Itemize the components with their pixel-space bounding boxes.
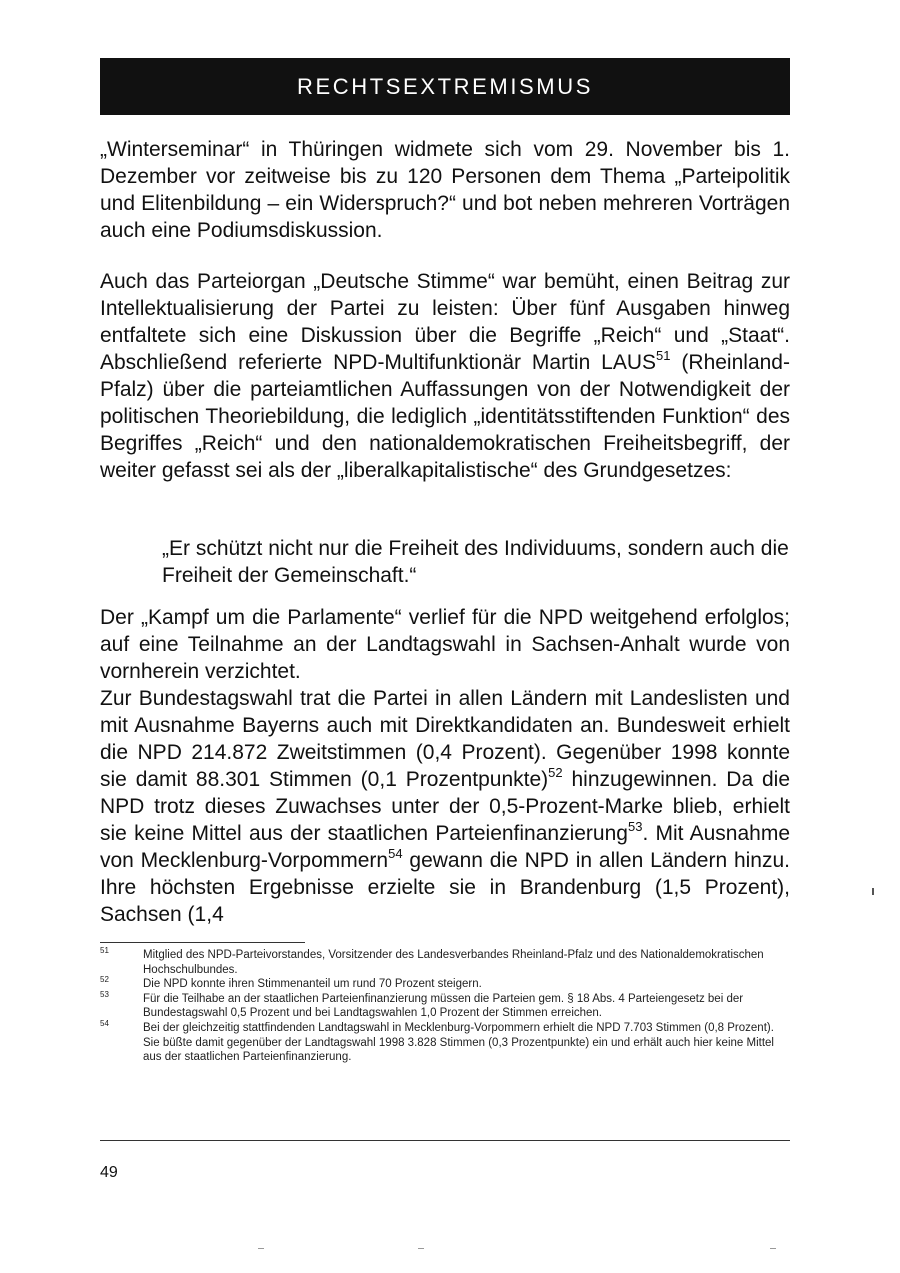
section-header [100,58,790,115]
page-bottom-divider [100,1140,790,1141]
paragraph-text: . Mit Ausnahme von Mecklenburg-Vorpommern [100,822,791,872]
section-title: RECHTSEXTREMISMUS [297,73,593,99]
paragraph-text: hinzugewinnen. Da die NPD trotz dieses Zuwachses unter der 0,5-Prozent-Marke blieb, erhielt sie keine Mittel aus der staatlichen Parteienfinanzierung [100,768,790,845]
paragraph-bundestagswahl [100,685,790,928]
footnote-mark: 51 [100,946,109,955]
paragraph-text: (Rheinland-Pfalz) über die parteiamtlichen Auffassungen von der Notwendigkeit der politischen Theoriebildung, die lediglich „identitätsstiftenden Funktion“ des Begriffes „Reich“ und den nationaldemokratischen Freiheitsbegriff, der weiter gefasst sei als der „liberalkapitalistische“ des Grundgesetzes: [100,351,790,482]
paragraph-text: gewann die NPD in allen Ländern hinzu. Ihre höchsten Ergebnisse erzielte sie in Brandenburg (1,5 Prozent), Sachsen (1,4 [100,849,790,926]
footnote-ref-53[interactable]: 53 [627,819,643,834]
footnote [100,1018,790,1065]
scan-artifact [418,1248,424,1249]
footnote [100,948,790,977]
footnote [100,977,790,992]
paragraph-text: Zur Bundestagswahl trat die Partei in allen Ländern mit Landeslisten und mit Ausnahme Bayerns auch mit Direktkandidaten an. Bundesweit erhielt die NPD 214.872 Zweitstimmen (0,4 Prozent). Gegenüber 1998 konnte sie damit 88.301 Stimmen (0,1 Prozentpunkte) [100,687,790,791]
footnote-ref-51[interactable]: 51 [656,348,671,363]
paragraph-deutsche-stimme [100,268,790,484]
footnote-text: Die NPD konnte ihren Stimmenanteil um rund 70 Prozent steigern. [143,978,482,991]
footnote-text: Für die Teilhabe an der staatlichen Parteienfinanzierung müssen die Parteien gem. § 18 Abs. 4 Parteiengesetz bei der Bundestagswahl 0,5 Prozent und bei Landtagswahlen 1,0 Prozent der Stimmen erreichen. [143,992,744,1020]
block-quote: „Er schützt nicht nur die Freiheit des Individuums, sondern auch die Freiheit der Gemeinschaft.“ [162,537,789,587]
paragraph-winterseminar: „Winterseminar“ in Thüringen widmete sich vom 29. November bis 1. Dezember vor zeitweise bis zu 120 Personen dem Thema „Parteipolitik und Elitenbildung – ein Widerspruch?“ und bot neben mehreren Vorträgen auch eine Podiumsdiskussion. [100,138,790,242]
footnote-text: Mitglied des NPD-Parteivorstandes, Vorsitzender des Landesverbandes Rheinland-Pfalz und des Nationaldemokratischen Hochschulbundes. [143,949,764,976]
footnote-mark: 54 [100,1018,109,1028]
footnotes [100,948,790,1065]
scan-artifact [258,1248,264,1249]
footnote [100,989,790,1021]
footnote-ref-52[interactable]: 52 [548,765,563,780]
footnote-divider [100,942,305,943]
margin-mark [872,888,874,895]
paragraph-text: Auch das Parteiorgan „Deutsche Stimme“ war bemüht, einen Beitrag zur Intellektualisierung der Partei zu leisten: Über fünf Ausgaben hinweg entfaltete sich eine Diskussion über die Begriffe „Reich“ und „Staat“. Abschließend referierte NPD-Multifunktionär Martin LAUS [100,270,790,374]
scan-artifact [770,1248,776,1249]
page-number: 49 [100,1164,118,1181]
footnote-ref-54[interactable]: 54 [388,846,403,861]
paragraph-kampf-um-parlamente: Der „Kampf um die Parlamente“ verlief für die NPD weitgehend erfolglos; auf eine Teilnahme an der Landtagswahl in Sachsen-Anhalt wurde von vornherein verzichtet. [100,606,790,683]
footnote-mark: 52 [100,975,109,985]
footnote-mark: 53 [100,989,109,999]
footnote-text: Bei der gleichzeitig stattfindenden Landtagswahl in Mecklenburg-Vorpommern erhielt die NPD 7.703 Stimmen (0,8 Prozent). Sie büßte damit gegenüber der Landtagswahl 1998 3.828 Stimmen (0,3 Prozentpunkte) ein und erhält auch hier keine Mittel aus der staatlichen Parteienfinanzierung. [143,1021,774,1064]
